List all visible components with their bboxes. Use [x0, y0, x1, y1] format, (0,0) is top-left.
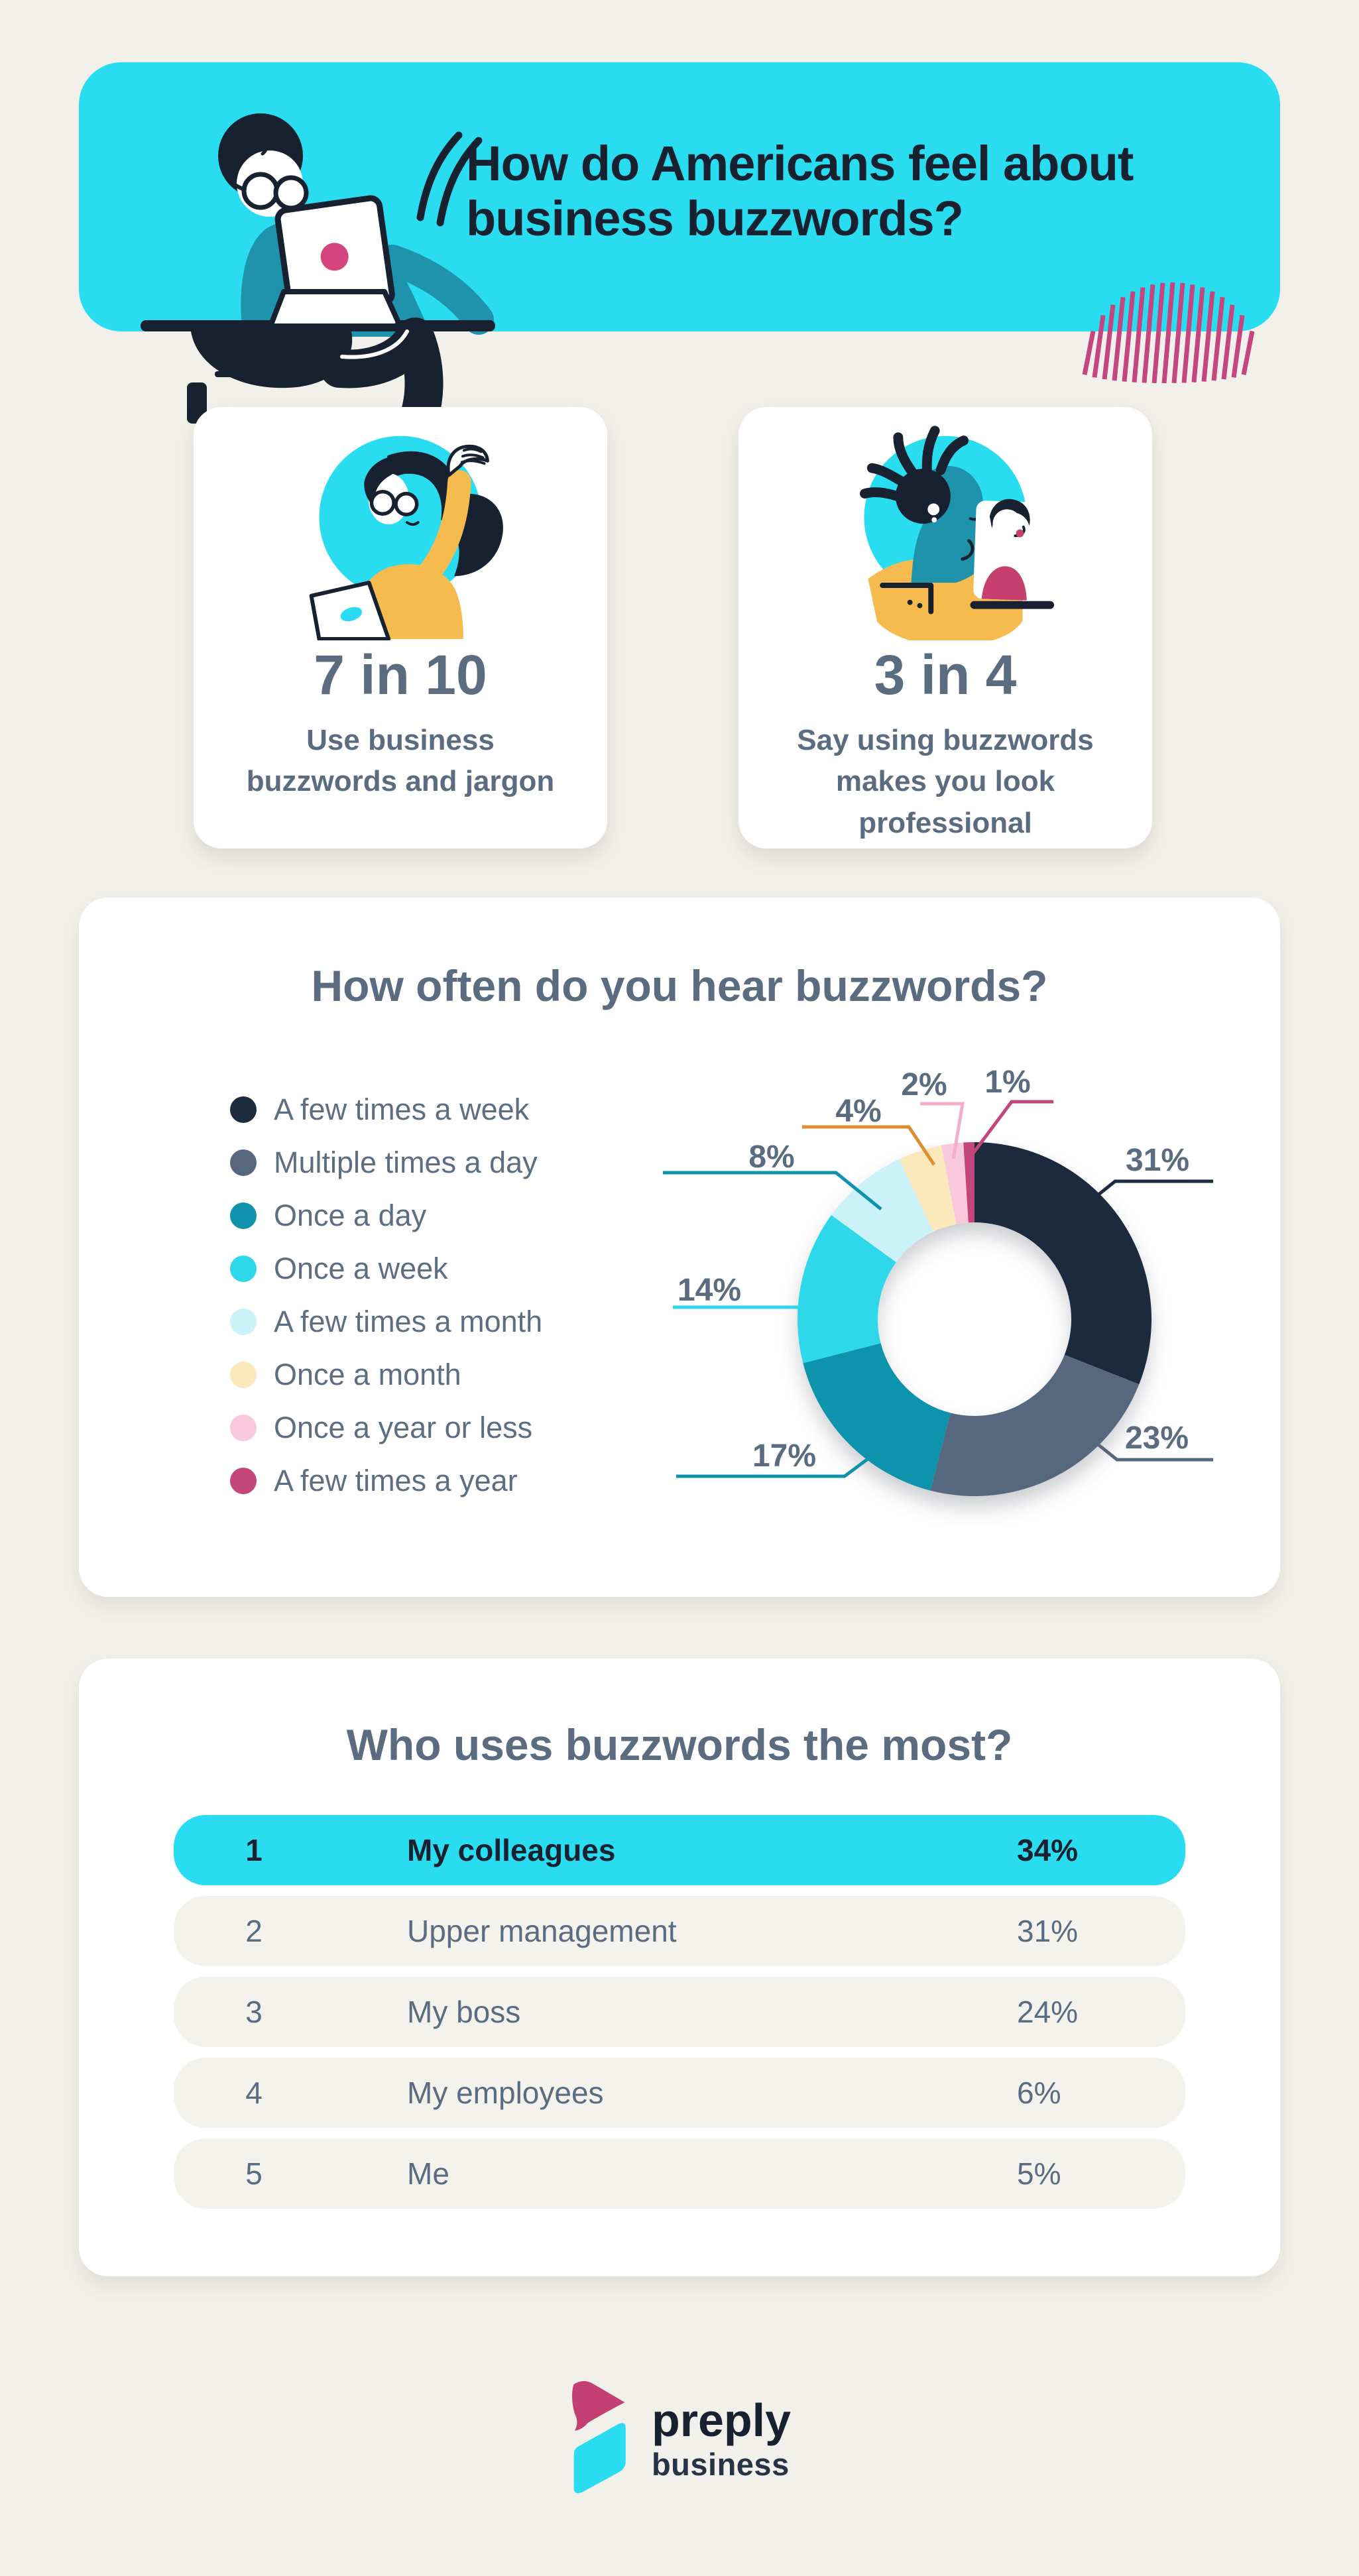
stat-card-buzzword-usage: [194, 407, 607, 849]
ranking-table: [174, 1815, 1185, 2219]
stat-caption: Say using buzzwords makes you look professional: [797, 724, 1094, 839]
table-row: [174, 1815, 1185, 1885]
legend-label: Multiple times a day: [274, 1145, 538, 1179]
page-title-line2: business buzzwords?: [466, 190, 963, 246]
legend-swatch: [230, 1202, 257, 1229]
legend-item: [230, 1242, 542, 1295]
stripe-line: [1184, 284, 1193, 382]
donut-percentage-label: 2%: [901, 1067, 947, 1102]
stripe-line: [1134, 288, 1143, 382]
legend-swatch: [230, 1415, 257, 1441]
row-rank: 2: [245, 1914, 263, 1948]
row-label: My employees: [407, 2076, 604, 2110]
stat-value: 3 in 4: [874, 644, 1017, 706]
donut-percentage-label: 23%: [1124, 1421, 1189, 1456]
striped-dome-decoration: [1079, 270, 1254, 386]
row-value: 34%: [1017, 1833, 1079, 1867]
row-label: Me: [407, 2156, 449, 2191]
preply-business-logo: [568, 2378, 791, 2498]
donut-percentage-label: 14%: [677, 1273, 742, 1308]
ranking-table-card: [79, 1659, 1280, 2276]
person-laptop-illustration: [133, 93, 636, 438]
stripe-line: [1094, 316, 1103, 378]
donut-percentage-label: 1%: [984, 1065, 1031, 1100]
stripe-line: [1234, 316, 1242, 378]
row-rank: 5: [245, 2156, 263, 2191]
legend-swatch: [230, 1309, 257, 1335]
brand-name: preply: [651, 2394, 792, 2446]
stripe-line: [1154, 283, 1163, 383]
page-title-line1: How do Americans feel about: [466, 136, 1134, 191]
row-label: My boss: [407, 1995, 521, 2029]
stripe-line: [1174, 283, 1183, 383]
legend-label: A few times a year: [274, 1464, 518, 1497]
donut-percentage-label: 8%: [748, 1140, 795, 1175]
stat-value: 7 in 10: [314, 644, 487, 706]
stripe-line: [1114, 297, 1123, 381]
legend-label: A few times a month: [274, 1305, 543, 1338]
sub-brand-name: business: [651, 2446, 790, 2482]
stripe-line: [1164, 282, 1173, 383]
legend-label: Once a year or less: [274, 1411, 533, 1444]
table-row: [174, 2058, 1185, 2128]
legend-item: [230, 1083, 542, 1136]
donut-slice-a-few-times-a-week: [975, 1142, 1152, 1384]
stat-caption: Use business buzzwords and jargon: [246, 724, 555, 798]
legend-label: Once a month: [274, 1358, 461, 1391]
row-value: 5%: [1017, 2156, 1061, 2191]
woman-raising-arm-illustration: [289, 418, 512, 640]
row-rank: 3: [245, 1995, 263, 2029]
donut-percentage-label: 4%: [835, 1094, 882, 1129]
row-value: 6%: [1017, 2076, 1061, 2110]
legend-swatch: [230, 1468, 257, 1494]
stripe-line: [1104, 305, 1113, 379]
chart-title: How often do you hear buzzwords?: [311, 961, 1048, 1010]
row-rank: 4: [245, 2076, 263, 2110]
legend-item: [230, 1454, 542, 1507]
row-label: Upper management: [407, 1914, 677, 1948]
video-call-illustration: [834, 418, 1057, 640]
table-row: [174, 1977, 1185, 2047]
stripe-line: [1214, 297, 1222, 381]
stripe-line: [1224, 305, 1232, 379]
row-value: 24%: [1017, 1995, 1079, 2029]
preply-logo-icon: [568, 2378, 632, 2498]
stripe-line: [1244, 331, 1252, 375]
legend-item: [230, 1348, 542, 1401]
row-rank: 1: [245, 1833, 263, 1867]
donut-slice-multiple-times-a-day: [931, 1355, 1140, 1496]
row-label: My colleagues: [407, 1833, 616, 1867]
stripe-line: [1085, 331, 1093, 375]
legend-swatch: [230, 1256, 257, 1282]
legend-swatch: [230, 1096, 257, 1123]
legend-label: Once a week: [274, 1252, 448, 1285]
stripe-line: [1124, 292, 1133, 382]
legend-label: A few times a week: [274, 1092, 530, 1126]
table-row: [174, 2138, 1185, 2209]
legend-item: [230, 1401, 542, 1454]
stat-card-professional: [739, 407, 1152, 849]
donut-percentage-label: 31%: [1125, 1143, 1190, 1178]
legend-item: [230, 1136, 542, 1189]
legend-swatch: [230, 1362, 257, 1388]
table-row: [174, 1896, 1185, 1966]
stripe-line: [1144, 284, 1153, 382]
donut-slice-once-a-day: [803, 1343, 950, 1490]
legend-item: [230, 1295, 542, 1348]
donut-chart: [636, 1054, 1260, 1525]
legend-item: [230, 1189, 542, 1242]
table-title: Who uses buzzwords the most?: [346, 1720, 1013, 1769]
logo-text: [651, 2394, 792, 2482]
donut-percentage-label: 17%: [752, 1438, 817, 1474]
legend-label: Once a day: [274, 1199, 427, 1232]
frequency-chart-card: [79, 898, 1280, 1597]
stripe-line: [1194, 288, 1203, 382]
row-value: 31%: [1017, 1914, 1079, 1948]
stripe-line: [1204, 292, 1212, 382]
chart-legend: [230, 1083, 542, 1507]
legend-swatch: [230, 1149, 257, 1176]
